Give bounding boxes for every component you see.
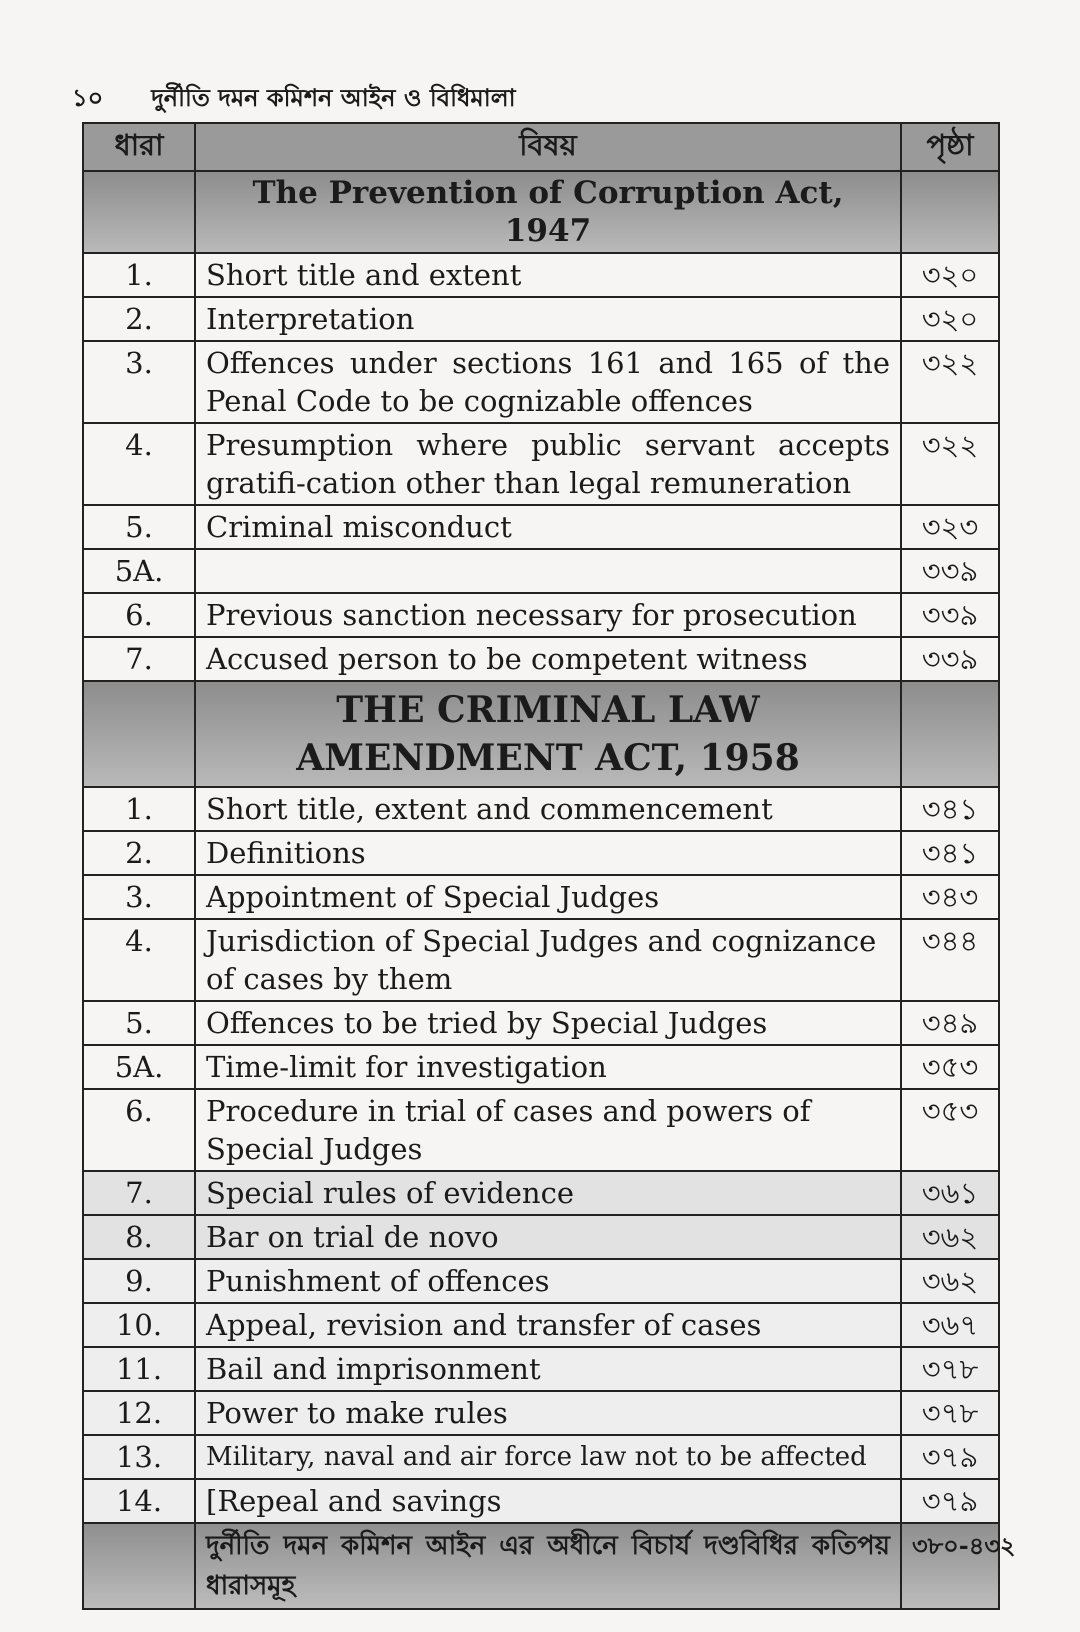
section-subject: Special rules of evidence xyxy=(195,1171,901,1215)
page-ref: ৩৮০-৪৩২ xyxy=(901,1523,999,1609)
section-number: 3. xyxy=(83,341,195,423)
page-ref: ৩২২ xyxy=(901,423,999,505)
header-subject: বিষয় xyxy=(195,123,901,171)
section-subject: দুর্নীতি দমন কমিশন আইন এর অধীনে বিচার্য দণ্ডবিধির কতিপয় ধারাসমূহ xyxy=(195,1523,901,1609)
section-number: 4. xyxy=(83,423,195,505)
section-title: The Prevention of Corruption Act, 1947 xyxy=(195,171,901,253)
section-number: 1. xyxy=(83,787,195,831)
section-subject: Definitions xyxy=(195,831,901,875)
section-subject: Previous sanction necessary for prosecution xyxy=(195,593,901,637)
section-subject: Punishment of offences xyxy=(195,1259,901,1303)
section-subject: Offences to be tried by Special Judges xyxy=(195,1001,901,1045)
section-subject: Appeal, revision and transfer of cases xyxy=(195,1303,901,1347)
table-row xyxy=(83,1215,999,1259)
page-ref: ৩৩৯ xyxy=(901,549,999,593)
page-ref: ৩৭৮ xyxy=(901,1347,999,1391)
section-subject: Presumption where public servant accepts gratifi-cation other than legal remuneration xyxy=(195,423,901,505)
table-row xyxy=(83,1523,999,1609)
page-ref: ৩২০ xyxy=(901,297,999,341)
section-subject: Criminal misconduct xyxy=(195,505,901,549)
section-subject xyxy=(195,549,901,593)
table-row xyxy=(83,341,999,423)
header-section: ধারা xyxy=(83,123,195,171)
page-ref: ৩৫৩ xyxy=(901,1045,999,1089)
section-number: 7. xyxy=(83,637,195,681)
section-number: 4. xyxy=(83,919,195,1001)
section-subject: Military, naval and air force law not to be affected xyxy=(195,1435,901,1479)
page-ref: ৩৭৮ xyxy=(901,1391,999,1435)
table-row xyxy=(83,1001,999,1045)
section-subject: Time-limit for investigation xyxy=(195,1045,901,1089)
table-row xyxy=(83,919,999,1001)
page-number: ১০ xyxy=(72,83,104,112)
section-title-line: AMENDMENT ACT, 1958 xyxy=(296,737,800,779)
table-row xyxy=(83,1171,999,1215)
section-subject: Interpretation xyxy=(195,297,901,341)
table-row xyxy=(83,593,999,637)
section-number: 2. xyxy=(83,831,195,875)
section-number xyxy=(83,1523,195,1609)
page-ref: ৩৬১ xyxy=(901,1171,999,1215)
section-subject: Accused person to be competent witness xyxy=(195,637,901,681)
table-row xyxy=(83,875,999,919)
table-row xyxy=(83,1259,999,1303)
contents-table xyxy=(82,122,1016,1610)
section-number: 2. xyxy=(83,297,195,341)
table-row xyxy=(83,1391,999,1435)
page-ref: ৩৪৪ xyxy=(901,919,999,1001)
section-number: 5. xyxy=(83,505,195,549)
page-ref: ৩৪৯ xyxy=(901,1001,999,1045)
section-number: 11. xyxy=(83,1347,195,1391)
section-subject: Procedure in trial of cases and powers of Special Judges xyxy=(195,1089,901,1171)
section-subject: Power to make rules xyxy=(195,1391,901,1435)
section-number: 6. xyxy=(83,1089,195,1171)
section-number: 7. xyxy=(83,1171,195,1215)
table-row xyxy=(83,1045,999,1089)
section-number: 3. xyxy=(83,875,195,919)
running-title: দুর্নীতি দমন কমিশন আইন ও বিধিমালা xyxy=(151,83,516,112)
section-number: 9. xyxy=(83,1259,195,1303)
page-ref: ৩৩৯ xyxy=(901,593,999,637)
section-subject: Bar on trial de novo xyxy=(195,1215,901,1259)
table-row xyxy=(83,1435,999,1479)
table-row xyxy=(83,787,999,831)
section-subject: [Repeal and savings xyxy=(195,1479,901,1523)
table-row xyxy=(83,1303,999,1347)
table-row xyxy=(83,253,999,297)
section-subject: Appointment of Special Judges xyxy=(195,875,901,919)
table-row xyxy=(83,549,999,593)
table-row xyxy=(83,1479,999,1523)
section-subject: Offences under sections 161 and 165 of the Penal Code to be cognizable offences xyxy=(195,341,901,423)
table-row xyxy=(83,1347,999,1391)
section-number: 1. xyxy=(83,253,195,297)
page-ref: ৩৪১ xyxy=(901,831,999,875)
section-number: 6. xyxy=(83,593,195,637)
section-number: 10. xyxy=(83,1303,195,1347)
page-ref: ৩৬৭ xyxy=(901,1303,999,1347)
section-title xyxy=(195,681,901,787)
section-number: 8. xyxy=(83,1215,195,1259)
table-row xyxy=(83,505,999,549)
section-number: 5. xyxy=(83,1001,195,1045)
page-ref: ৩২৩ xyxy=(901,505,999,549)
table-row xyxy=(83,1089,999,1171)
section-number: 14. xyxy=(83,1479,195,1523)
section-subject: Short title, extent and commencement xyxy=(195,787,901,831)
page-ref: ৩৪১ xyxy=(901,787,999,831)
section-number: 13. xyxy=(83,1435,195,1479)
page-header xyxy=(72,72,1012,120)
section-heading-row xyxy=(83,681,999,787)
section-number: 5A. xyxy=(83,1045,195,1089)
page-ref: ৩৬২ xyxy=(901,1259,999,1303)
table-row xyxy=(83,423,999,505)
page-ref: ৩৭৯ xyxy=(901,1479,999,1523)
section-subject: Jurisdiction of Special Judges and cognizance of cases by them xyxy=(195,919,901,1001)
page-ref: ৩২০ xyxy=(901,253,999,297)
section-title-line: THE CRIMINAL LAW xyxy=(336,689,760,731)
page-ref: ৩৬২ xyxy=(901,1215,999,1259)
page-ref: ৩২২ xyxy=(901,341,999,423)
section-number: 12. xyxy=(83,1391,195,1435)
table-header-row xyxy=(83,123,999,171)
section-heading-row xyxy=(83,171,999,253)
page-ref: ৩৭৯ xyxy=(901,1435,999,1479)
header-page: পৃষ্ঠা xyxy=(901,123,999,171)
page-ref: ৩৫৩ xyxy=(901,1089,999,1171)
table-row xyxy=(83,831,999,875)
section-subject: Short title and extent xyxy=(195,253,901,297)
page-ref: ৩৪৩ xyxy=(901,875,999,919)
table-row xyxy=(83,637,999,681)
page-ref: ৩৩৯ xyxy=(901,637,999,681)
section-subject: Bail and imprisonment xyxy=(195,1347,901,1391)
section-number: 5A. xyxy=(83,549,195,593)
table-row xyxy=(83,297,999,341)
